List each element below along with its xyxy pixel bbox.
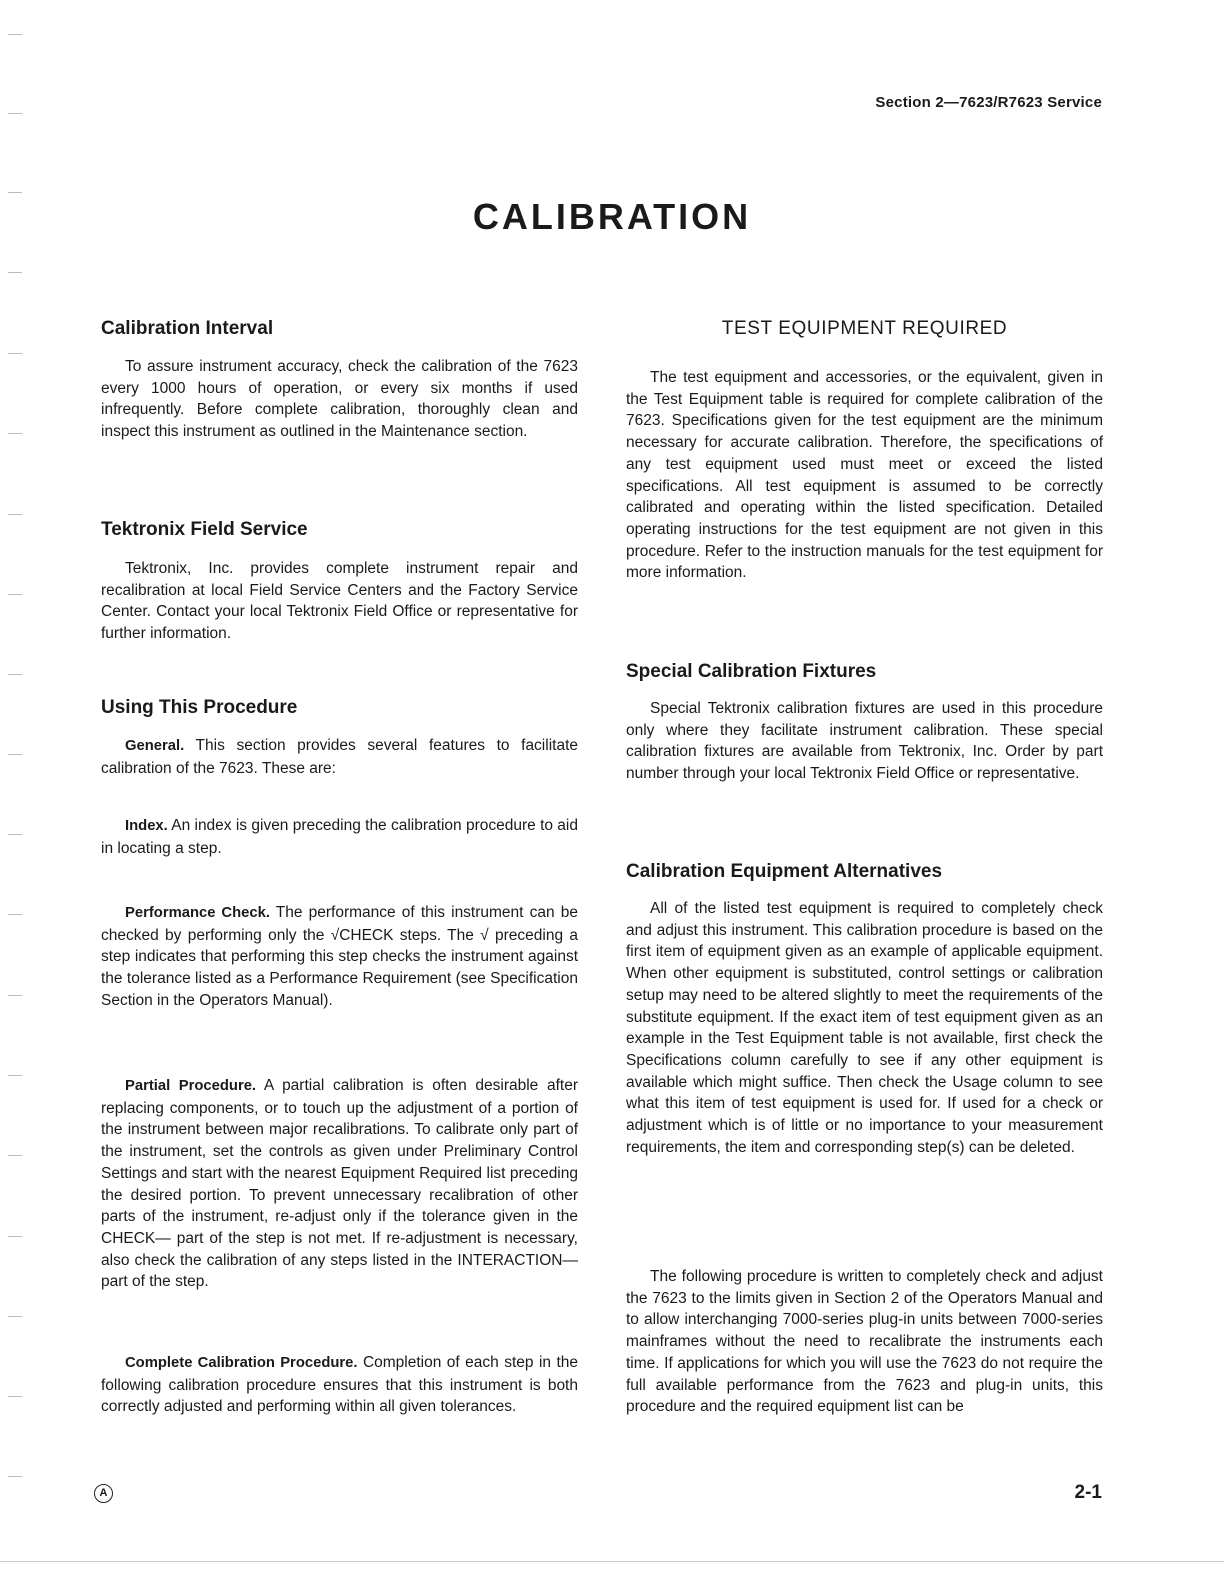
alternatives-paragraph-2-block <box>626 1266 1103 1418</box>
alternatives-heading: Calibration Equipment Alternatives <box>626 861 943 882</box>
special-fixtures-heading: Special Calibration Fixtures <box>626 661 877 682</box>
using-procedure-heading: Using This Procedure <box>101 697 298 718</box>
section-header: Section 2—7623/R7623 Service <box>875 94 1102 111</box>
calibration-interval-text: To assure instrument accuracy, check the calibration of the 7623 every 1000 hours of operation, or every six months if used infrequently. Before complete calibration, thoroughly clean and inspect this instrument as outlined in the Maintenance section. <box>101 358 578 441</box>
revision-mark-icon: A <box>94 1484 113 1503</box>
test-equipment-text: The test equipment and accessories, or the equivalent, given in the Test Equipment table is required for complete calibration of the 7623. Specifications given for the test equipment are the minimum necessary for accurate calibration. Therefore, the specifications of any test equipment used must meet or exceed the listed specifications. All test equipment is assumed to be correctly calibrated and operating within the listed specification. Detailed operating instructions for the test equipment are not given in this procedure. Refer to the instruction manuals for the test equipment for more information. <box>626 369 1103 582</box>
scan-bottom-line <box>0 1561 1224 1562</box>
performance-paragraph-block <box>101 902 578 1012</box>
special-fixtures-section <box>626 661 1103 785</box>
field-service-heading: Tektronix Field Service <box>101 519 308 540</box>
field-service-text: Tektronix, Inc. provides complete instrument repair and recalibration at local Field Service Centers and the Factory Service Center. Contact your local Tektronix Field Office or representative for further information. <box>101 560 578 643</box>
partial-text: A partial calibration is often desirable after replacing components, or to touch up the adjustment of a portion of the instrument between major recalibrations. To calibrate only part of the instrument, set the controls as given under Preliminary Control Settings and start with the nearest Equipment Required list preceding the desired portion. To prevent unnecessary recalibration of other parts of the instrument, re-adjust only if the tolerance given in the CHECK— part of the step is not met. If re-adjustment is necessary, also check the calibration of any steps listed in the INTERACTION— part of the step. <box>101 1077 578 1291</box>
complete-paragraph <box>101 1352 578 1418</box>
special-fixtures-text: Special Tektronix calibration fixtures are used in this procedure only where they facilitate instrument calibration. These special calibration fixtures are available from Tektronix, Inc. Order by part number through your local Tektronix Field Office or representative. <box>626 700 1103 783</box>
performance-label: Performance Check. <box>125 905 270 921</box>
general-text: This section provides several features to facilitate calibration of the 7623. These are: <box>101 737 578 777</box>
performance-text: The performance of this instrument can be checked by performing only the √CHECK steps. The √ preceding a step indicates that performing this step checks the instrument against the tolerance listed as a Performance Requirement (see Specification Section in the Operators Manual). <box>101 904 578 1009</box>
page-number: 2-1 <box>1074 1482 1102 1503</box>
field-service-section <box>101 519 578 645</box>
complete-text: Completion of each step in the following calibration procedure ensures that this instrument is both correctly adjusted and performing within all given tolerances. <box>101 1354 578 1416</box>
using-procedure-section <box>101 697 578 779</box>
general-paragraph <box>101 735 578 779</box>
index-paragraph-block <box>101 815 578 859</box>
partial-paragraph <box>101 1075 578 1293</box>
complete-label: Complete Calibration Procedure. <box>125 1355 358 1371</box>
index-label: Index. <box>125 818 168 834</box>
alternatives-section <box>626 861 1103 1158</box>
index-text: An index is given preceding the calibration procedure to aid in locating a step. <box>101 817 578 857</box>
alternatives-text-2: The following procedure is written to completely check and adjust the 7623 to the limits given in Section 2 of the Operators Manual and to allow interchanging 7000-series plug-in units between 7000-series mainframes without the need to recalibrate the instruments each time. If applications for which you will use the 7623 do not require the full available performance from the 7623 and plug-in units, this procedure and the required equipment list can be <box>626 1268 1103 1416</box>
calibration-interval-section <box>101 318 578 443</box>
complete-paragraph-block <box>101 1352 578 1418</box>
performance-paragraph <box>101 902 578 1012</box>
test-equipment-section <box>626 318 1103 584</box>
calibration-interval-heading: Calibration Interval <box>101 318 274 339</box>
alternatives-text-1: All of the listed test equipment is required to completely check and adjust this instrument. This calibration procedure is based on the first item of equipment given as an example of applicable equipment. When other equipment is substituted, control settings or calibration setup may need to be altered slightly to meet the requirements of the substitute equipment. If the exact item of test equipment given as an example in the Test Equipment table is not available, first check the Specifications column carefully to see if any other equipment is available which might suffice. Then check the Usage column to see what this item of test equipment is used for. If used for a check or adjustment which is of little or no importance to your measurement requirements, the item and corresponding step(s) can be deleted. <box>626 900 1103 1156</box>
partial-label: Partial Procedure. <box>125 1078 257 1094</box>
partial-paragraph-block <box>101 1075 578 1293</box>
test-equipment-heading: TEST EQUIPMENT REQUIRED <box>721 318 1008 339</box>
index-paragraph <box>101 815 578 859</box>
general-label: General. <box>125 738 185 754</box>
page-title: CALIBRATION <box>472 196 752 237</box>
